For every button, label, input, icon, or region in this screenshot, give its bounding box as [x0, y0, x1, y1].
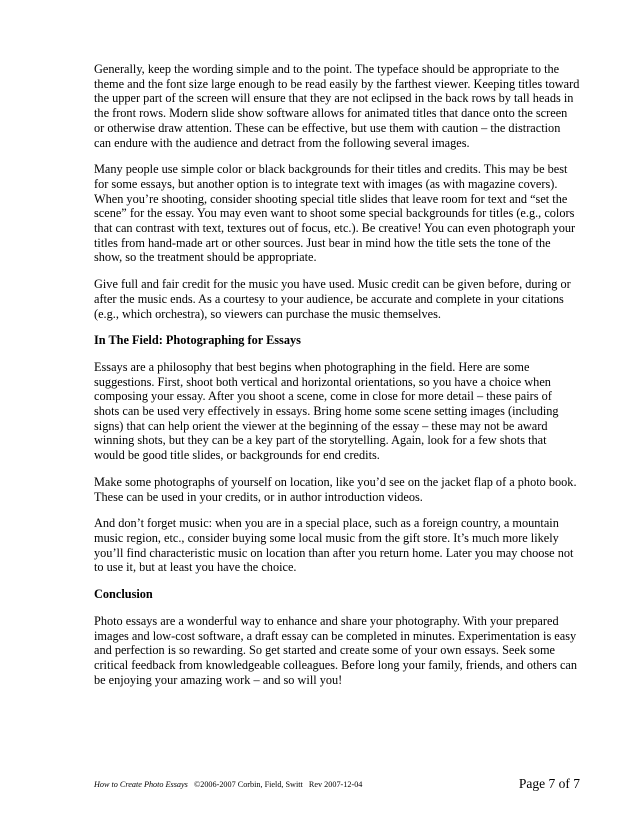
paragraph-conclusion: Photo essays are a wonderful way to enhance and share your photography. With your prepared images and low-cost software, a draft essay can be completed in minutes. Experimentation is easy and perfection is so rewarding. So get started and create some of your own essays. Seek some critical feedback from knowledgeable colleagues. Before long your family, friends, and others can be enjoying your amazing work – and so will you!: [94, 613, 578, 687]
footer-citation: [94, 780, 362, 789]
paragraph-title-guidelines: Generally, keep the wording simple and to the point. The typeface should be appropriate to the theme and the font size large enough to be read easily by the farthest viewer. Keeping titles toward the upper part of the screen will ensure that they are not eclipsed in the back rows by tall heads in the front rows. Modern slide show software allows for animated titles that dance onto the screen or otherwise draw attention. These can be effective, but use them with caution – the distraction can endure with the audience and detract from the following several images.: [94, 62, 580, 150]
document-page: [94, 62, 580, 699]
paragraph-local-music: And don’t forget music: when you are in a special place, such as a foreign country, a mountain music region, etc., consider buying some local music from the gift store. It’s much more likely you’ll find characteristic music on location than after you return home. Later you may choose not to use it, but at least you have the choice.: [94, 516, 574, 575]
page-number: Page 7 of 7: [518, 776, 580, 791]
footer-document-title: How to Create Photo Essays: [94, 780, 188, 789]
page-footer: [94, 772, 580, 792]
paragraph-backgrounds: Many people use simple color or black backgrounds for their titles and credits. This may be best for some essays, but another option is to integrate text with images (as with magazine covers). When you’re shooting, consider shooting special title slides that leave room for text and “set the scene” for the essay. You may even want to shoot some special backgrounds for titles (e.g., colors that can contrast with text, textures out of focus, etc.). Be creative! You can even photograph your titles from hand-made art or other sources. Just bear in mind how the title sets the tone of the show, so the treatment should be appropriate.: [94, 162, 576, 265]
section-heading-in-the-field: In The Field: Photographing for Essays: [94, 333, 301, 348]
footer-copyright: ©2006-2007 Corbin, Field, Switt Rev 2007-12-04: [187, 780, 363, 789]
section-heading-conclusion: Conclusion: [94, 587, 153, 602]
paragraph-self-portraits: Make some photographs of yourself on location, like you’d see on the jacket flap of a photo book. These can be used in your credits, or in author introduction videos.: [94, 474, 577, 504]
paragraph-field-suggestions: Essays are a philosophy that best begins when photographing in the field. Here are some suggestions. First, shoot both vertical and horizontal orientations, so you have a choice when composing your essay. After you shoot a scene, come in close for more detail – these pairs of shots can be used very effectively in essays. Bring home some scene setting images (including signs) that can help orient the viewer at the beginning of the essay – these may not be award winning shots, but they can be a key part of the storytelling. Again, look for a few shots that would be good title slides, or backgrounds for end credits.: [94, 359, 559, 463]
paragraph-music-credit: Give full and fair credit for the music you have used. Music credit can be given before, during or after the music ends. As a courtesy to your audience, be accurate and complete in your citations (e.g., which orchestra), so viewers can purchase the music themselves.: [94, 277, 571, 321]
